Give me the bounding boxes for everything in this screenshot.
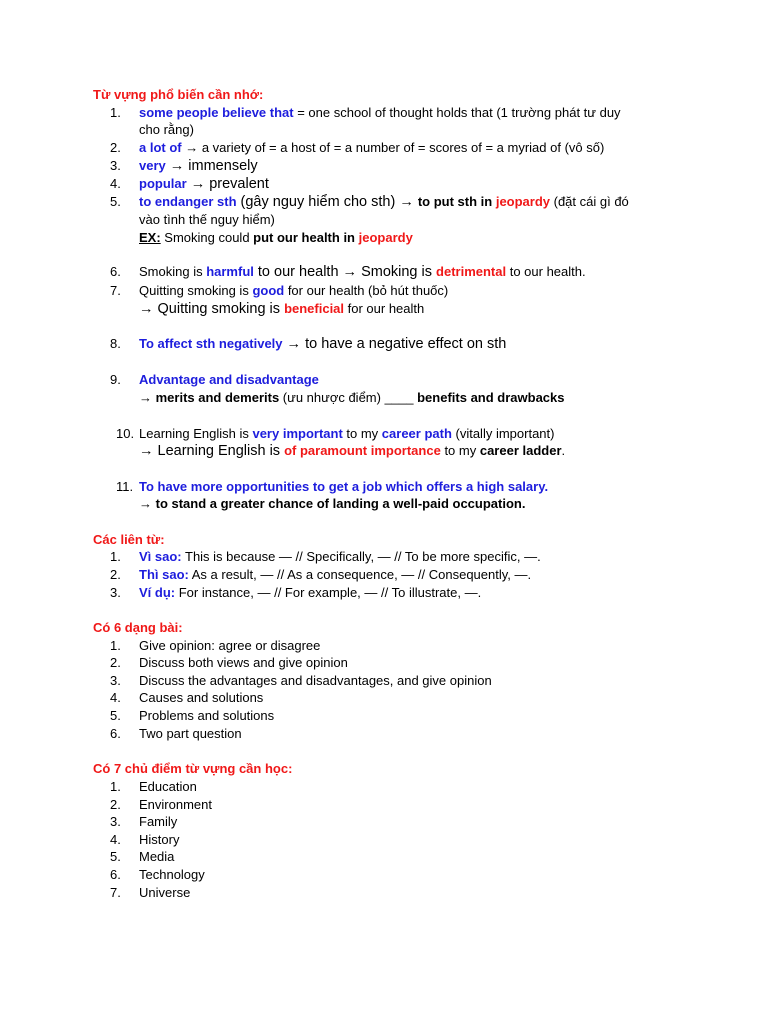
definition: → prevalent — [186, 176, 269, 192]
term: To have more opportunities to get a job which offers a high salary. — [139, 479, 549, 494]
example-text: Smoking could — [160, 230, 254, 245]
section-heading-vocabulary: Từ vựng phổ biến cần nhớ: — [93, 87, 264, 102]
list-item: Media — [139, 849, 175, 864]
term: career path — [381, 426, 452, 441]
text: → Quitting smoking is — [139, 301, 285, 317]
list-item — [139, 425, 699, 442]
list-item: Problems and solutions — [139, 708, 275, 723]
list-number: 2. — [110, 797, 121, 812]
label: Vì sao: — [139, 549, 182, 564]
list-number: 1. — [110, 105, 121, 120]
term: harmful — [206, 264, 254, 279]
list-number: 8. — [110, 336, 121, 351]
text: This is because — // Specifically, — // To be more specific, —. — [181, 549, 541, 564]
list-item: Family — [139, 814, 178, 829]
list-item-continuation: → to stand a greater chance of landing a well-paid occupation. — [139, 496, 526, 511]
list-number: 4. — [110, 176, 121, 191]
term: good — [252, 283, 285, 298]
list-number: 4. — [110, 690, 121, 705]
definition: = one school of thought holds that (1 trường phát tư duy — [293, 105, 621, 120]
term: very — [139, 158, 166, 173]
highlight-word: of paramount importance — [284, 443, 441, 458]
text: Smoking is — [139, 264, 207, 279]
term: to endanger sth — [139, 194, 237, 209]
term: Advantage and disadvantage — [139, 372, 319, 387]
list-item — [139, 139, 699, 156]
text: to my — [440, 443, 480, 458]
highlight-word: jeopardy — [358, 230, 413, 245]
section-heading-task-types: Có 6 dạng bài: — [93, 620, 183, 635]
term: very important — [252, 426, 343, 441]
list-number: 6. — [110, 726, 121, 741]
list-item: Give opinion: agree or disagree — [139, 638, 321, 653]
arrow: → — [181, 140, 202, 155]
list-number: 7. — [110, 885, 121, 900]
list-item — [139, 282, 699, 299]
list-number: 3. — [110, 673, 121, 688]
text: As a result, — // As a consequence, — // Consequently, —. — [188, 567, 532, 582]
highlight-word: beneficial — [284, 301, 345, 316]
list-item: Technology — [139, 867, 205, 882]
text: for our health (bỏ hút thuốc) — [284, 283, 449, 298]
list-item-continuation — [139, 389, 699, 406]
text: for our health — [344, 301, 425, 316]
text: to my — [342, 426, 382, 441]
section-heading-vocab-topics: Có 7 chủ điểm từ vựng cần học: — [93, 761, 293, 776]
list-item — [139, 566, 699, 583]
term: To affect sth negatively — [139, 336, 283, 351]
list-item: Two part question — [139, 726, 242, 741]
list-number: 5. — [110, 194, 121, 209]
definition: → immensely — [165, 158, 258, 174]
list-item — [139, 371, 699, 388]
list-number: 2. — [110, 140, 121, 155]
text: (vitally important) — [451, 426, 555, 441]
list-item — [139, 584, 699, 601]
list-number: 3. — [110, 585, 121, 600]
definition: a variety of = a host of = a number of = scores of = a myriad of (vô số) — [201, 140, 605, 155]
list-number: 2. — [110, 567, 121, 582]
list-number: 3. — [110, 158, 121, 173]
section-heading-conjunctions: Các liên từ: — [93, 532, 165, 547]
text: to our health. — [506, 264, 586, 279]
list-item — [139, 548, 699, 565]
definition: → to have a negative effect on sth — [282, 336, 507, 352]
highlight-word: jeopardy — [495, 194, 551, 209]
list-item-continuation: vào tình thế nguy hiểm) — [139, 212, 275, 227]
text: Quitting smoking is — [139, 283, 253, 298]
list-number: 6. — [110, 264, 121, 279]
list-item: Causes and solutions — [139, 690, 264, 705]
list-number: 11. — [116, 479, 134, 494]
list-item: Discuss the advantages and disadvantages, and give opinion — [139, 673, 492, 688]
list-item-continuation — [139, 442, 699, 460]
list-item: Environment — [139, 797, 212, 812]
list-number: 1. — [110, 638, 121, 653]
list-item — [139, 193, 699, 211]
phrase: career ladder — [479, 443, 562, 458]
term: some people believe that — [139, 105, 294, 120]
list-number: 3. — [110, 814, 121, 829]
list-item: Universe — [139, 885, 191, 900]
list-item — [139, 335, 699, 353]
list-number: 7. — [110, 283, 121, 298]
list-item — [139, 104, 699, 121]
term: popular — [139, 176, 187, 191]
list-number: 5. — [110, 708, 121, 723]
list-number: 9. — [110, 372, 121, 387]
list-item: Education — [139, 779, 197, 794]
list-number: 6. — [110, 867, 121, 882]
text: For instance, — // For example, — // To illustrate, —. — [175, 585, 482, 600]
list-item-continuation — [139, 300, 699, 318]
term: a lot of — [139, 140, 182, 155]
arrow: → — [139, 390, 156, 405]
list-item: Discuss both views and give opinion — [139, 655, 348, 670]
highlight-word: detrimental — [436, 264, 507, 279]
example-line — [139, 229, 699, 246]
label: Thì sao: — [139, 567, 189, 582]
list-item — [139, 263, 699, 281]
text: Learning English is — [139, 426, 253, 441]
list-item: History — [139, 832, 180, 847]
list-item-continuation: cho rằng) — [139, 122, 194, 137]
list-item — [139, 478, 699, 495]
text: to our health → Smoking is — [253, 264, 437, 280]
text: . — [561, 443, 566, 458]
list-number: 1. — [110, 779, 121, 794]
example-label: EX: — [139, 230, 161, 245]
label: Ví dụ: — [139, 585, 176, 600]
example-phrase: put our health in — [253, 230, 359, 245]
text: → Learning English is — [139, 443, 285, 459]
text: (ưu nhược điểm) ____ — [279, 390, 418, 405]
phrase: merits and demerits — [155, 390, 280, 405]
meaning: (gây nguy hiểm cho sth) → — [236, 194, 418, 210]
list-number: 1. — [110, 549, 121, 564]
list-number: 10. — [116, 426, 135, 441]
list-number: 5. — [110, 849, 121, 864]
phrase: to put sth in — [417, 194, 496, 209]
phrase: benefits and drawbacks — [417, 390, 565, 405]
list-number: 2. — [110, 655, 121, 670]
list-item — [139, 175, 699, 193]
list-item — [139, 157, 699, 175]
definition: (đặt cái gì đó — [550, 194, 629, 209]
list-number: 4. — [110, 832, 121, 847]
